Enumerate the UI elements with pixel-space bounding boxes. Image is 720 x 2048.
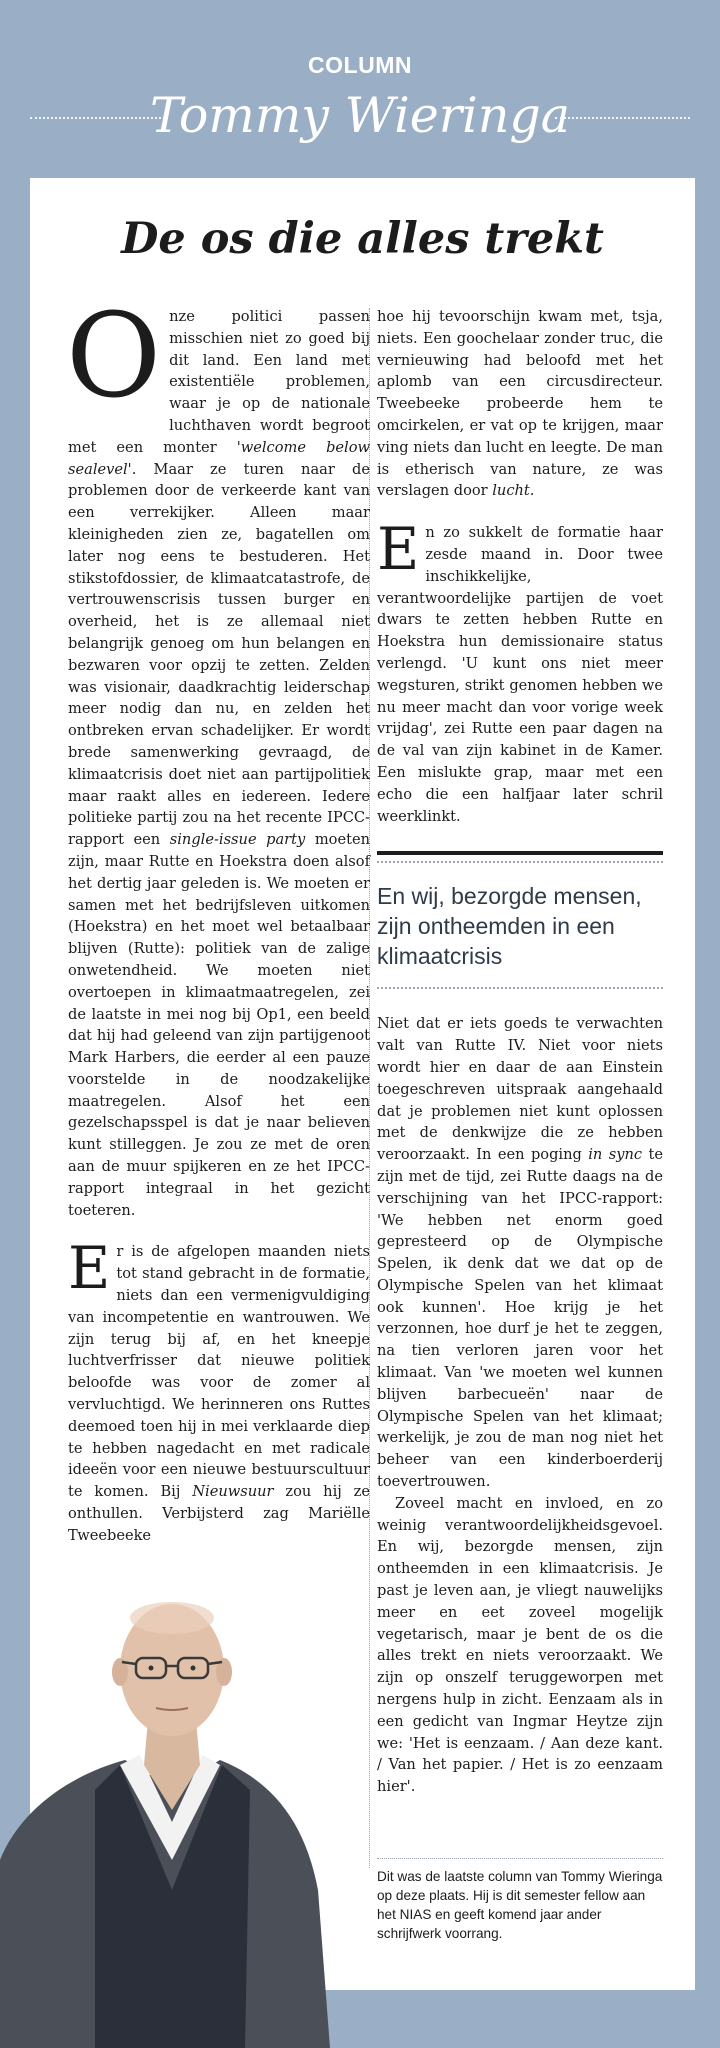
pull-quote-rule	[377, 851, 663, 855]
column-kicker: COLUMN	[308, 52, 412, 78]
article-headline: De os die alles trekt	[121, 214, 604, 264]
drop-cap: E	[377, 515, 420, 584]
pull-quote-block	[377, 851, 663, 989]
paragraph-status: En zo sukkelt de formatie haar zesde maand in. Door twee inschikkelijke, verantwoordelijke partijen de voet dwars te zetten hebben Rutte en Hoekstra hun demissionaire status verlengd. 'U kunt ons niet meer wegsturen, strikt genomen hebben we nu meer macht dan voor vorige week vrijdag', zei Rutte een paar dagen na de val van zijn kabinet in de Kamer. Een mislukte grap, maar met een echo die een halfjaar later schril weerklinkt.	[377, 515, 663, 825]
drop-cap: E	[68, 1234, 111, 1303]
article-column-right	[377, 306, 663, 1798]
author-footnote: Dit was de laatste column van Tommy Wieringa op deze plaats. Hij is dit semester fellow aan het NIAS en geeft komend jaar ander schrijfwerk voorrang.	[377, 1858, 663, 1943]
paragraph-formation: Er is de afgelopen maanden niets tot stand gebracht in de formatie, niets dan een vermenigvuldiging van incompetentie en wantrouwen. We zijn terug bij af, en het kneepje luchtverfrisser dat nieuwe politiek beloofde was voor de zomer al vervluchtigd. We herinneren ons Ruttes deemoed toen hij in mei verklaarde diep te hebben nagedacht en met radicale ideeën voor een nieuwe bestuurscultuur te komen. Bij Nieuwsuur zou hij ze onthullen. Verbijsterd zag Mariëlle Tweebeeke	[68, 1234, 370, 1544]
pull-quote-dotted-rule	[377, 987, 663, 989]
column-header	[0, 0, 720, 178]
author-name: Tommy Wieringa	[150, 87, 570, 144]
paragraph-intro: Onze politici passen misschien niet zo goed bij dit land. Een land met existentiële problemen, waar je op de nationale luchthaven wordt begroot met een monter 'welcome below sealevel'. Maar ze turen naar de problemen door de verkeerde kant van een verrekijker. Alleen maar kleinigheden zien ze, bagatellen om later nog eens te bestuderen. Het stikstofdossier, de klimaatcatastrofe, de vertrouwenscrisis tussen burger en overheid, het is ze allemaal niet belangrijk genoeg om hun belangen en bezwaren voor opzij te zetten. Zelden was visionair, daadkrachtig leiderschap meer nodig dan nu, en zelden het ontbreken ervan schadelijker. Er wordt brede samenwerking gevraagd, de klimaatcrisis doet niet aan partijpolitiek maar raakt alles en iedereen. Iedere politieke partij zou na het recente IPCC-rapport een single-issue party moeten zijn, maar Rutte en Hoekstra doen alsof het dertig jaar geleden is. We moeten er samen met het bedrijfsleven uitkomen (Hoekstra) en het moet wel betaalbaar blijven (Rutte): politiek van de zalige onwetendheid. We moeten niet overtoepen in klimaatmaatregelen, zei de laatste in mei nog bij Op1, een beeld dat hij had geleend van zijn partijgenoot Mark Harbers, die eerder al een pauze voorstelde in de noodzakelijke maatregelen. Alsof het een gezelschapsspel is dat je naar believen kunt stilleggen. Je zou ze met de oren aan de muur spijkeren en ze het IPCC-rapport integraal in het gezicht toeteren.	[66, 289, 370, 1219]
paragraph-continued: hoe hij tevoorschijn kwam met, tsja, niets. Een goochelaar zonder truc, die vernieuwing had beloofd met het aplomb van een circusdirecteur. Tweebeeke probeerde hem te omcirkelen, er vat op te krijgen, maar ving niets dan lucht en leegte. De man is etherisch van nature, ze was verslagen door lucht.	[377, 308, 663, 500]
article-column-left	[66, 289, 370, 1547]
drop-cap: O	[66, 289, 162, 424]
pull-quote-dotted-rule	[377, 861, 663, 863]
author-row	[30, 86, 690, 146]
pull-quote: En wij, bezorgde mensen, zijn ontheemden in een klimaatcrisis	[377, 883, 642, 970]
dotted-rule-right	[555, 117, 690, 119]
paragraph-closing: Zoveel macht en invloed, en zo weinig verantwoordelijkheidsgevoel. En wij, bezorgde mensen, zijn ontheemden in een klimaatcrisis. Je past je leven aan, je vliegt nauwelijks meer en eet zoveel mogelijk vegetarisch, maar je bent de os die alles trekt en niets veroorzaakt. We zijn op onszelf teruggeworpen met nergens hulp in zicht. Eenzaam als in een gedicht van Ingmar Heytze zijn we: 'Het is eenzaam. / Aan deze kant. / Van het papier. / Het is zo eenzaam hier'.	[377, 1494, 663, 1796]
paragraph-rutte-iv: Niet dat er iets goeds te verwachten valt van Rutte IV. Niet voor niets wordt hier en daar de aan Einstein toegeschreven uitspraak aangehaald dat je problemen niet kunt oplossen met de denkwijze die ze hebben veroorzaakt. In een poging in sync te zijn met de tijd, zei Rutte daags na de verschijning van het IPCC-rapport: 'We hebben net enorm goed gepresteerd op de Olympische Spelen, ik denk dat we dat op de Olympische Spelen van het klimaat ook kunnen'. Hoe krijg je het verzonnen, hoe durf je het te zeggen, na tien verloren jaren voor het klimaat. Van 'we moeten wel kunnen blijven barbecueën' naar de Olympische Spelen van het klimaat; werkelijk, je zou de man nog niet het beheer van een kinderboerderij toevertrouwen.	[377, 1015, 664, 1491]
author-portrait	[0, 1560, 330, 2048]
